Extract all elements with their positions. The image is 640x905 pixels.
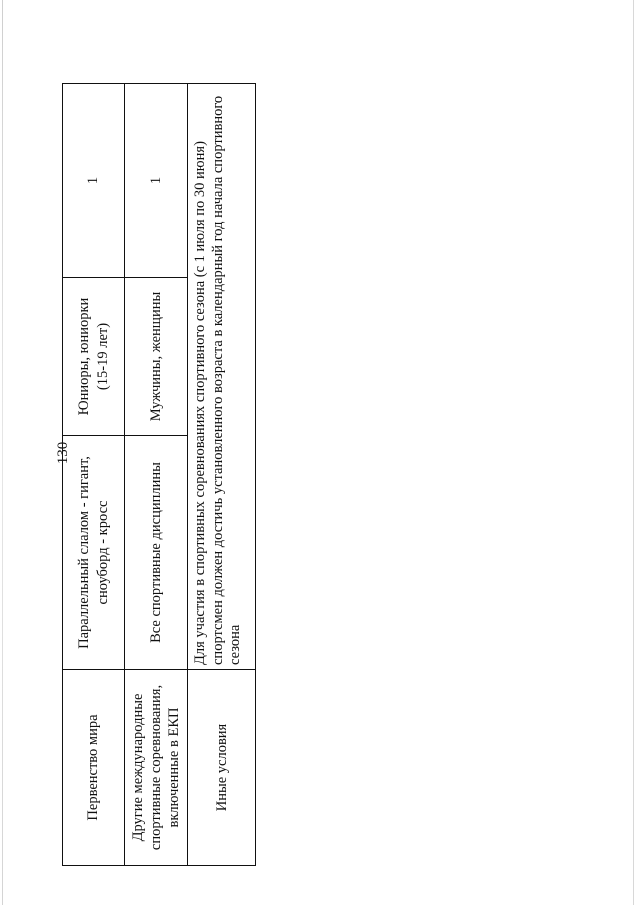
other-conditions-text: Для участия в спортивных соревнованиях спортивного сезона (с 1 июля по 30 июня) спортсмен должен достичь установленного возраста в календарный год начала спортивного сезона bbox=[188, 84, 256, 670]
table-row bbox=[188, 84, 256, 866]
rotated-table-frame bbox=[62, 84, 254, 866]
scan-edge bbox=[633, 0, 634, 905]
rotated-table-content bbox=[62, 84, 254, 866]
value-cell: 1 bbox=[125, 84, 188, 278]
other-conditions-label: Иные условия bbox=[188, 670, 256, 866]
value-cell: 1 bbox=[63, 84, 125, 278]
competition-table bbox=[62, 83, 256, 866]
participants-cell: Мужчины, женщины bbox=[125, 278, 188, 436]
competition-cell: Первенство мира bbox=[63, 670, 125, 866]
discipline-cell: Параллельный слалом - гигант, сноуборд - кросс bbox=[63, 436, 125, 670]
table-row bbox=[125, 84, 188, 866]
discipline-cell: Все спортивные дисциплины bbox=[125, 436, 188, 670]
participants-cell: Юниоры, юниорки (15-19 лет) bbox=[63, 278, 125, 436]
page-number-text: 130 bbox=[54, 441, 71, 465]
table-row bbox=[63, 84, 125, 866]
scan-edge bbox=[2, 0, 3, 905]
competition-cell: Другие международные спортивные соревнования, включенные в ЕКП bbox=[125, 670, 188, 866]
